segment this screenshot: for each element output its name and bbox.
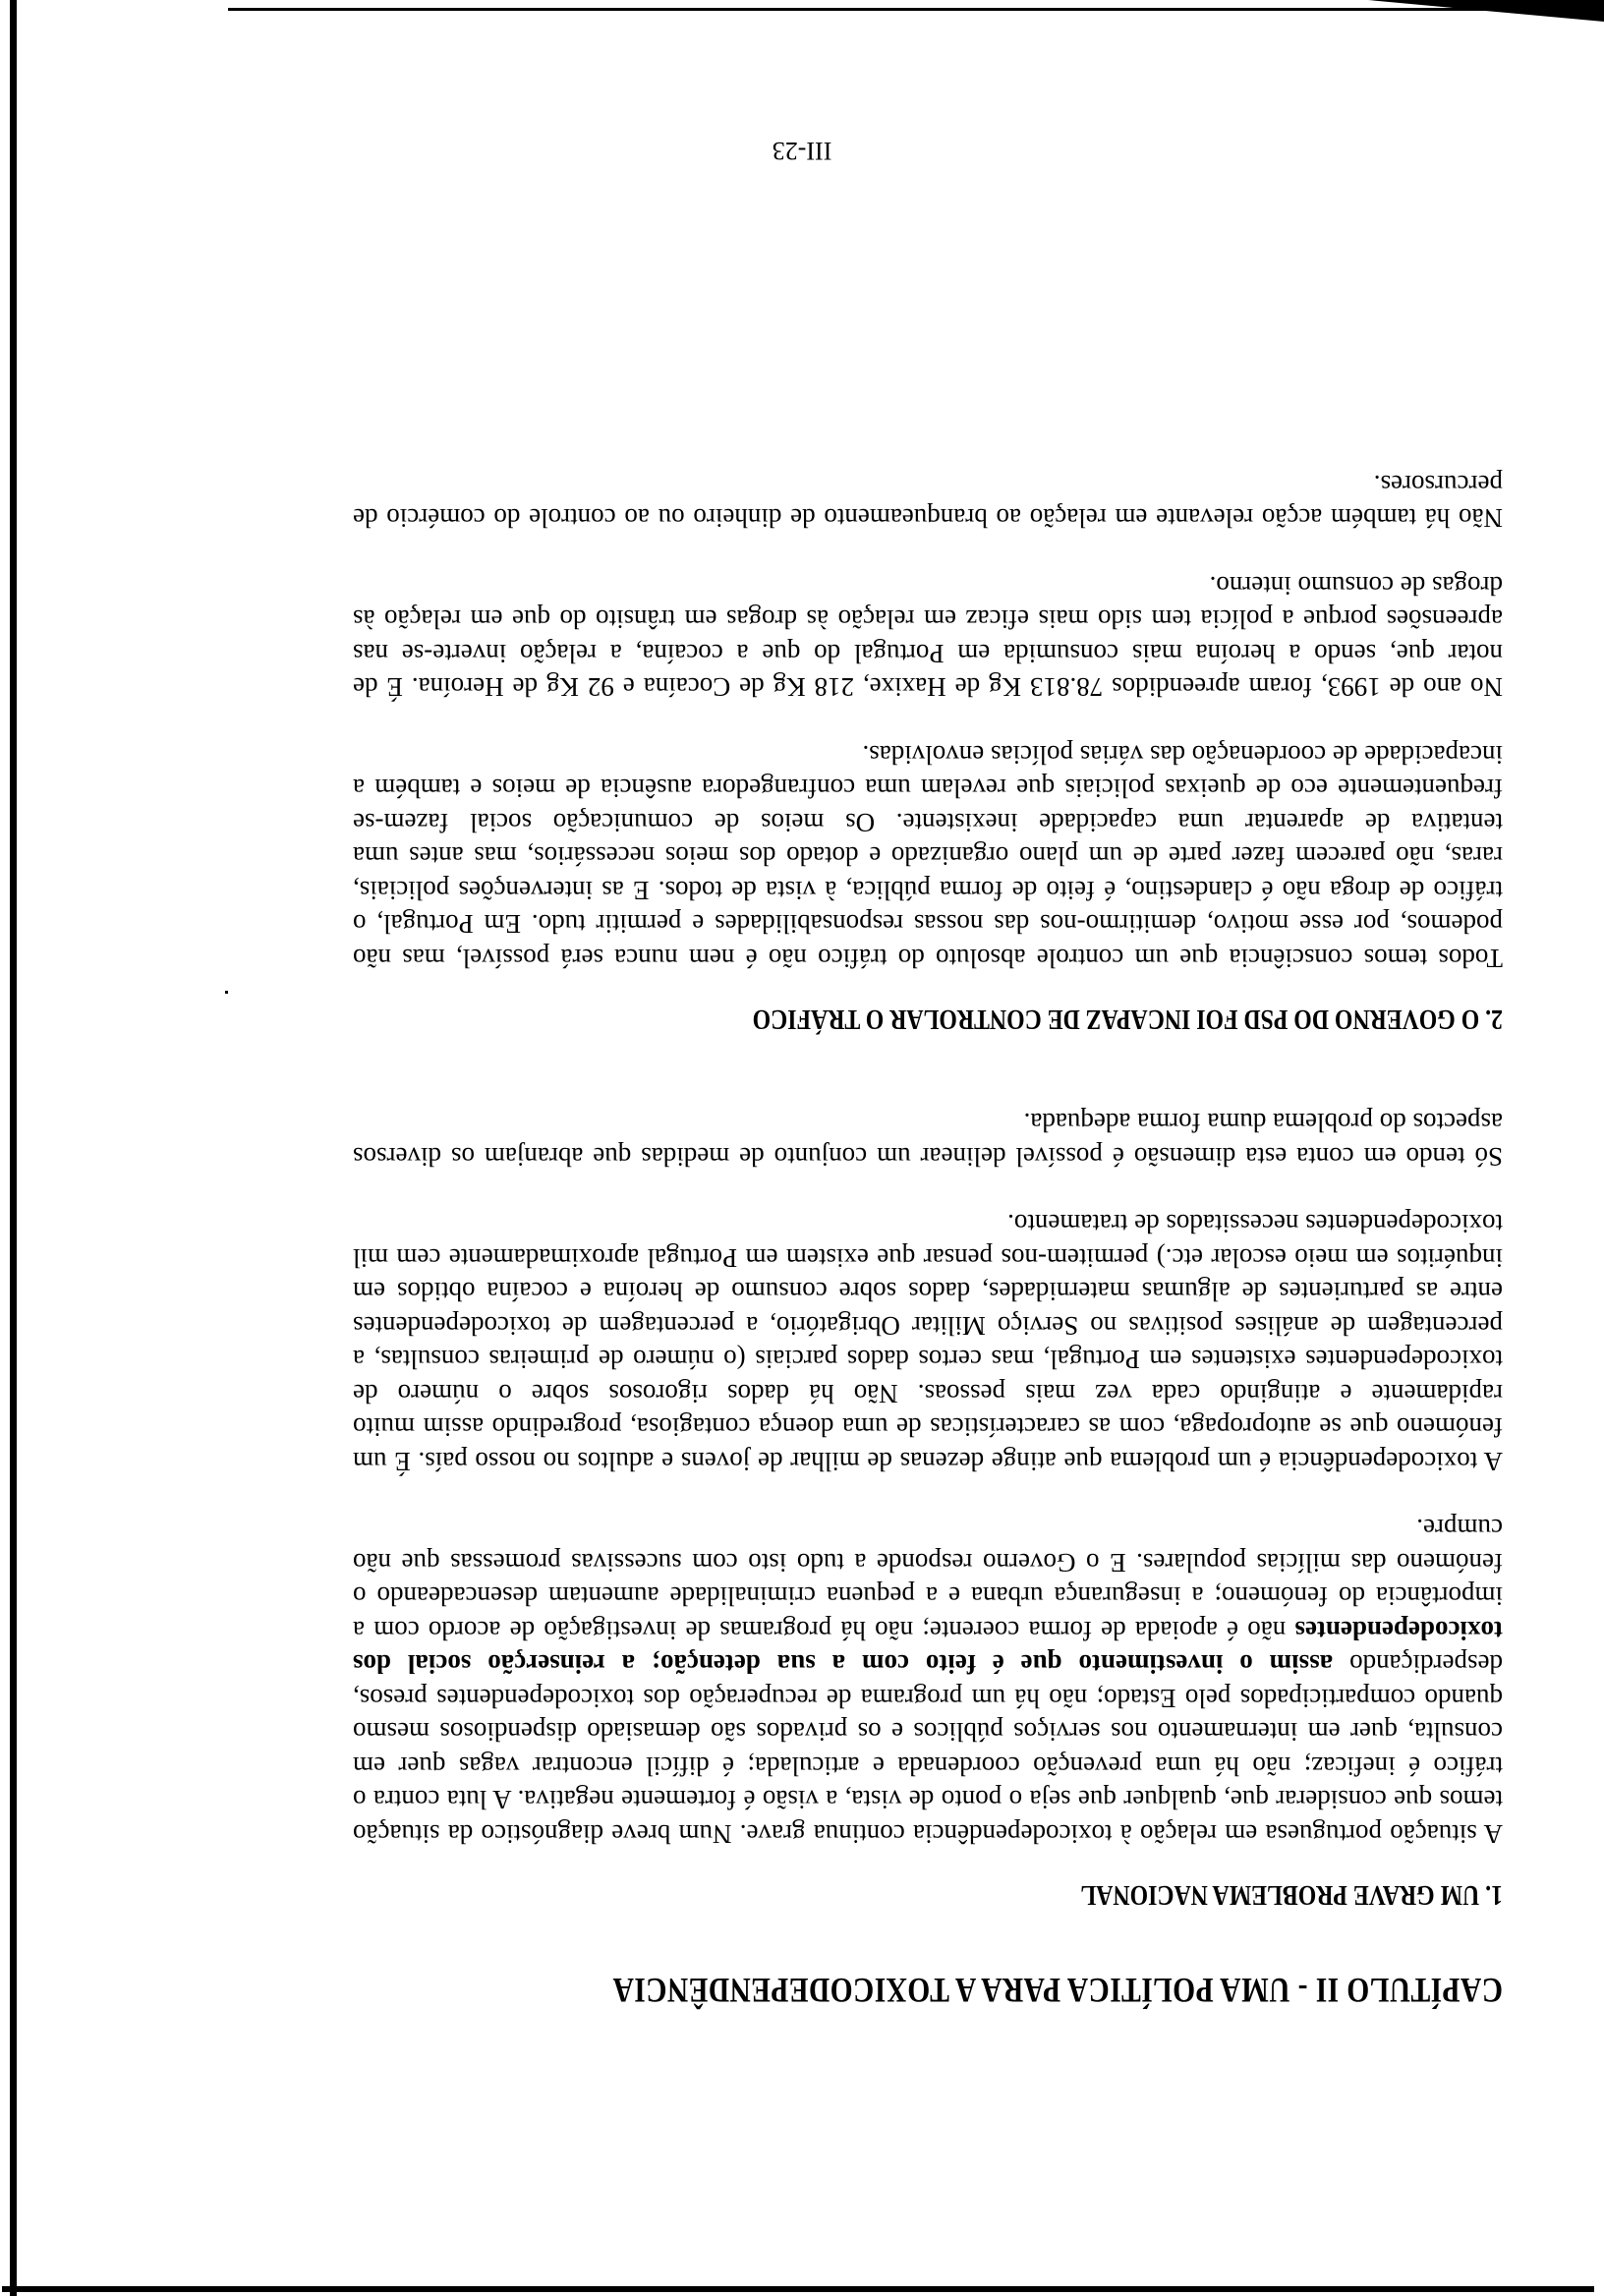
paragraph: No ano de 1993, foram apreendidos 78.813 Kg de Haxixe, 218 Kg de Cocaína e 92 Kg de Heroína. É de notar que, sendo a heroína mais consumida em Portugal do que a cocaína, a relação inverte-se nas apreensões porque a polícia tem sido mais eficaz em relação às drogas em trânsito do que em relação às drogas de consumo interno. <box>353 571 1503 703</box>
scan-corner-artifact <box>1368 0 1604 22</box>
paragraph: Não há também acção relevante em relação ao branqueamento de dinheiro ou ao controle do comércio de percursores. <box>353 470 1503 534</box>
page-content <box>353 434 1503 2012</box>
section-1 <box>353 1106 1503 1911</box>
emphasis: assim o investimento que é feito com a sua detenção; a reinserção social dos toxicodependentes <box>353 1616 1503 1680</box>
paragraph: Todos temos consciência que um controle absoluto do tráfico não é nem nunca será possível, mas não podemos, por esse motivo, demitirmo-nos das nossas responsabilidades e permitir tudo. Em Portugal, o tráfico de droga não é clandestino, é feito de forma pública, à vista de todos. E as intervenções policiais, raras, não parecem fazer parte de um plano organizado e dotado dos meios necessários, mas antes uma tentativa de aparentar uma capacidade inexistente. Os meios de comunicação social fazem-se frequentemente eco de queixas policiais que revelam uma confrangedora ausência de meios e também a incapacidade de coordenação das várias polícias envolvidas. <box>353 740 1503 973</box>
section-2 <box>353 468 1503 1036</box>
scan-border-left <box>10 0 17 2296</box>
chapter-title: CAPÍTULO II - UMA POLÍTICA PARA A TOXICODEPENDÊNCIA <box>612 1971 1503 2010</box>
section-heading: 2. O GOVERNO DO PSD FOI INCAPAZ DE CONTROLAR O TRÁFICO <box>752 1004 1503 1035</box>
scan-border-bottom <box>2 2286 1594 2292</box>
paragraph: Só tendo em conta esta dimensão é possível delinear um conjunto de medidas que abranjam os diversos aspectos do problema duma forma adequada. <box>353 1108 1503 1172</box>
page-number: III-23 <box>772 137 832 165</box>
scan-speck <box>225 991 228 994</box>
paragraph: A situação portuguesa em relação à toxicodependência continua grave. Num breve diagnóstico da situação temos que considerar que, qualquer que seja o ponto de vista, a visão é fortemente negativa. A luta contra o tráfico é ineficaz; não há uma prevenção coordenada e articulada; é difícil encontrar vagas quer em consulta, quer em internamento nos serviços públicos e os privados são demasiado dispendiosos mesmo quando comparticipados pelo Estado; não há um programa de recuperação dos toxicodependentes presos, desperdiçando assim o investimento que é feito com a sua detenção; a reinserção social dos toxicodependentes não é apoiada de forma coerente; não há programas de investigação de acordo com a importância do fenómeno; a insegurança urbana e a pequena criminalidade aumentam desencadeando o fenómeno das milícias populares. E o Governo responde a tudo isto com sucessivas promessas que não cumpre. <box>353 1514 1503 1849</box>
paragraph: A toxicodependência é um problema que atinge dezenas de milhar de jovens e adultos no nosso país. É um fenómeno que se autopropaga, com as características de uma doença contagiosa, progredindo assim muito rapidamente e atingindo cada vez mais pessoas. Não há dados rigorosos sobre o número de toxicodependentes existentes em Portugal, mas certos dados parciais (o número de primeiras consultas, a percentagem de análises positivas no Serviço Militar Obrigatório, a percentagem de toxicodependentes entre as parturientes de algumas maternidades, dados sobre consumo de heroína e cocaína obtidos em inquéritos em meio escolar etc.) permitem-nos pensar que existem em Portugal aproximadamente cem mil toxicodependentes necessitados de tratamento. <box>353 1209 1503 1476</box>
scan-border-top <box>228 8 1604 11</box>
section-heading: 1. UM GRAVE PROBLEMA NACIONAL <box>1080 1879 1503 1911</box>
